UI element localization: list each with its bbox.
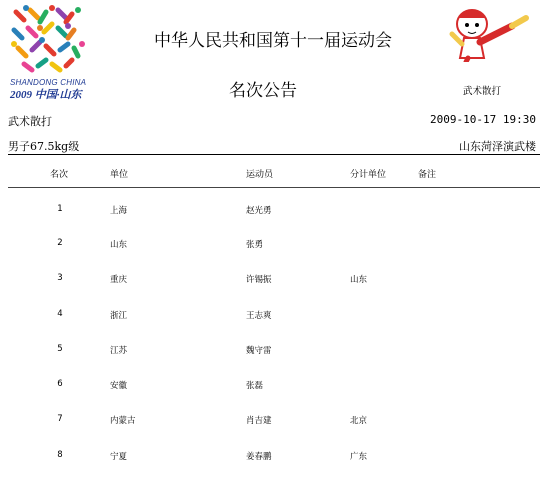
table-row xyxy=(0,379,546,395)
table-header-divider xyxy=(8,187,540,188)
rank-cell: 3 xyxy=(57,273,63,283)
header-divider xyxy=(8,154,540,155)
event-datetime: 2009-10-17 19:30 xyxy=(430,113,536,126)
score-unit-cell: 广东 xyxy=(350,452,368,462)
unit-cell: 宁夏 xyxy=(110,452,128,462)
rank-cell: 5 xyxy=(57,344,63,354)
athlete-cell: 王志爽 xyxy=(246,311,272,321)
logo-text: SHANDONG CHINA xyxy=(10,78,87,87)
athlete-cell: 张磊 xyxy=(246,381,264,391)
table-row xyxy=(0,238,546,254)
venue-name: 山东菏泽演武楼 xyxy=(459,140,536,153)
notice-title: 名次公告 xyxy=(229,81,297,101)
rank-cell: 2 xyxy=(57,238,63,248)
sport-name: 武术散打 xyxy=(8,115,52,128)
unit-cell: 上海 xyxy=(110,206,128,216)
unit-cell: 浙江 xyxy=(110,311,128,321)
unit-cell: 山东 xyxy=(110,240,128,250)
table-row xyxy=(0,204,546,220)
column-header-athlete: 运动员 xyxy=(246,170,274,180)
column-header-rank: 名次 xyxy=(50,170,69,180)
score-unit-cell: 山东 xyxy=(350,275,368,285)
score-unit-cell: 北京 xyxy=(350,416,368,426)
table-row xyxy=(0,450,546,466)
rank-cell: 7 xyxy=(57,414,63,424)
rank-cell: 4 xyxy=(57,309,63,319)
athlete-cell: 肖吉建 xyxy=(246,416,272,426)
athlete-cell: 姜春鹏 xyxy=(246,452,272,462)
rank-cell: 6 xyxy=(57,379,63,389)
athlete-cell: 张勇 xyxy=(246,240,264,250)
table-row xyxy=(0,309,546,325)
athlete-cell: 赵光勇 xyxy=(246,206,272,216)
unit-cell: 内蒙古 xyxy=(110,416,136,426)
games-title: 中华人民共和国第十一届运动会 xyxy=(154,31,392,51)
column-header-unit: 单位 xyxy=(110,170,129,180)
mascot-caption: 武术散打 xyxy=(463,86,502,97)
rank-cell: 1 xyxy=(57,204,63,214)
logo-year-text: 2009 中国·山东 xyxy=(10,89,82,101)
table-row xyxy=(0,414,546,430)
athlete-cell: 许锡振 xyxy=(246,275,272,285)
column-header-remark: 备注 xyxy=(418,170,437,180)
unit-cell: 重庆 xyxy=(110,275,128,285)
rank-cell: 8 xyxy=(57,450,63,460)
event-name: 男子67.5kg级 xyxy=(8,140,80,153)
unit-cell: 安徽 xyxy=(110,381,128,391)
column-header-score-unit: 分计单位 xyxy=(350,170,387,180)
table-row xyxy=(0,273,546,289)
athlete-cell: 魏守雷 xyxy=(246,346,272,356)
unit-cell: 江苏 xyxy=(110,346,128,356)
table-row xyxy=(0,344,546,360)
